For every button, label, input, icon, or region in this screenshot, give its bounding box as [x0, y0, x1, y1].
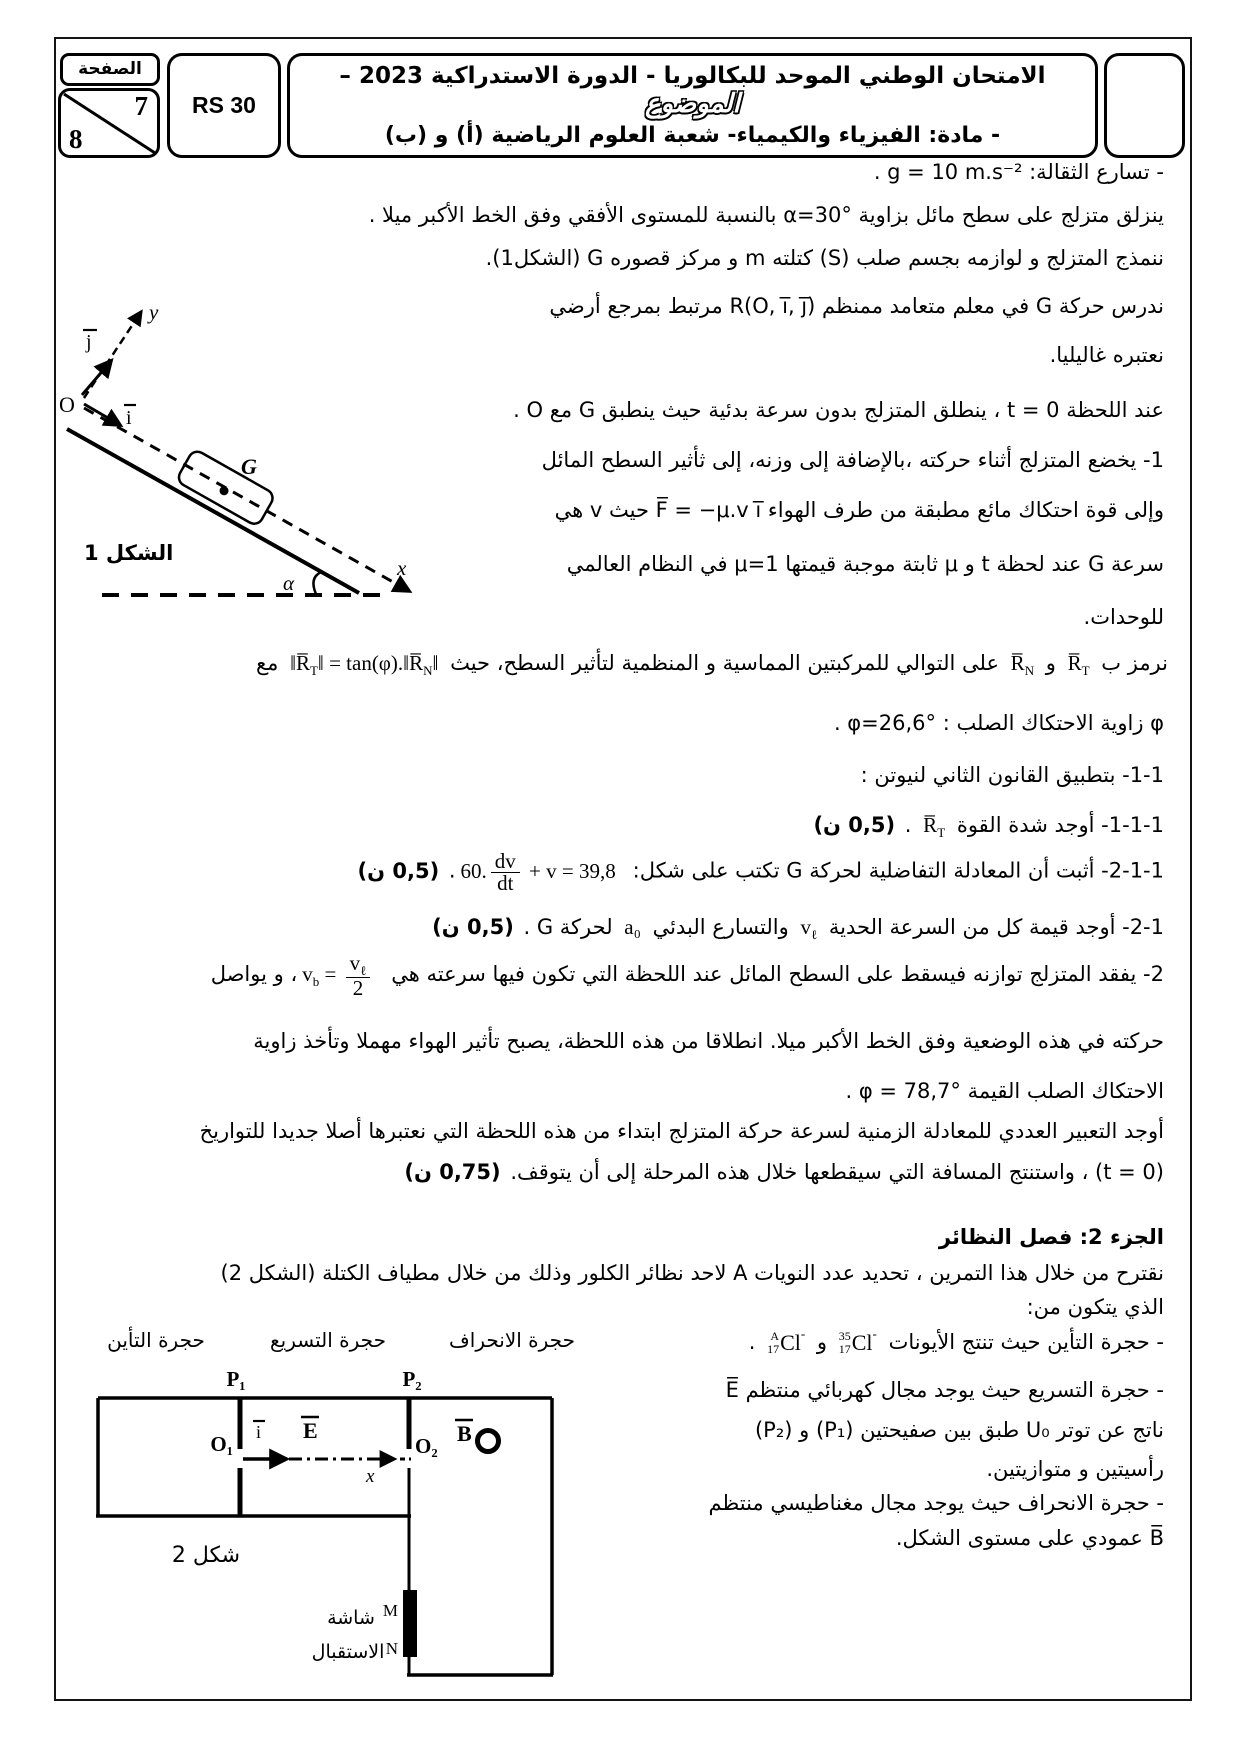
q12-text-a: 2-1- أوجد قيمة كل من السرعة الحدية — [828, 915, 1164, 939]
q111-score: (0,5 ن) — [813, 813, 896, 837]
line-slide: ينزلق متزلج على سطح مائل بزاوية α=30° بالنسبة للمستوى الأفقي وفق الخط الأكبر ميلا . — [368, 203, 1164, 227]
e-field-label: E — [303, 1418, 318, 1443]
plate-p1-label: P₁ — [226, 1367, 246, 1391]
exam-title-line1 — [300, 63, 1085, 119]
rtn-text-a: نرمز ب — [1101, 651, 1168, 675]
q2-text-a: 2- يفقد المتزلج توازنه فيسقط على السطح المائل عند اللحظة التي تكون فيها سرعته هي — [391, 962, 1164, 987]
ion-text: - حجرة التأين حيث تنتج الأيونات — [888, 1330, 1164, 1354]
q112-dot: . — [448, 858, 456, 883]
isotope-35-17-cl: 35 17 Cl - — [838, 1326, 877, 1356]
line-units: للوحدات. — [1083, 605, 1164, 629]
q112-score: (0,5 ن) — [357, 858, 440, 883]
q2-text-b: ، و يواصل — [210, 962, 298, 987]
line-acceleration-chamber: - حجرة التسريع حيث يوجد مجال كهربائي منتظم E̅ — [725, 1378, 1164, 1402]
line-gravity: - تسارع الثقالة: g = 10 m.s⁻² . — [873, 160, 1164, 184]
line-q2-new-angle: الاحتكاك الصلب القيمة φ = 78,7° . — [845, 1079, 1164, 1103]
q111-dot: . — [904, 813, 912, 837]
i-vector-label: i — [126, 407, 132, 429]
line-surface-components — [256, 649, 1168, 680]
alpha-arc — [313, 572, 321, 594]
line-q1-forces-1: 1- يخضع المتزلج أثناء حركته ،بالإضافة إلى وزنه، إلى ثأثير السطح المائل — [541, 448, 1164, 472]
figure1-caption: الشكل 1 — [84, 541, 174, 565]
line-q2-continue: حركته في هذه الوضعية وفق الخط الأكبر ميلا. انطلاقا من هذه اللحظة، يصبح تأثير الهواء مهملا وتأخذ زاوية — [253, 1029, 1164, 1053]
line-q2-time-equation: أوجد التعبير العددي للمعادلة الزمنية لسرعة حركة المتزلج ابتداء من هذه اللحظة التي نعتبرها أصلا جديدا للتواريخ — [199, 1119, 1164, 1143]
line-plates-vertical: رأسيتين و متوازيتين. — [986, 1457, 1164, 1481]
skier-block — [176, 448, 276, 526]
exam-code-box: RS 30 — [167, 53, 281, 158]
plate-p2-label: P₂ — [402, 1367, 422, 1391]
ionization-chamber-label: حجرة التأين — [107, 1328, 205, 1352]
x-beam-label: x — [366, 1466, 375, 1487]
deflection-chamber-label: حجرة الانحراف — [449, 1328, 575, 1352]
line-q11-newton: 1-1- بتطبيق القانون الثاني لنيوتن : — [860, 763, 1164, 787]
current-page-number: 7 — [134, 91, 148, 121]
acceleration-chamber-label: حجرة التسريع — [270, 1328, 386, 1352]
ion-end-dot: . — [748, 1330, 756, 1354]
alpha-label: α — [283, 571, 295, 595]
q112-text: 2-1-1- أثبت أن المعادلة التفاضلية لحركة G تكتب على شكل: — [632, 858, 1164, 883]
line-q2-fall — [211, 953, 1164, 1000]
rt-vector: $R̅_T$ — [1067, 651, 1090, 679]
screen-label-line1: شاشة — [327, 1607, 375, 1629]
line-galilean: نعتبره غاليليا. — [1049, 343, 1164, 367]
line-model: ننمذج المتزلج و لوازمه بجسم صلب (S) كتلته m و مركز قصوره G (الشكل1). — [485, 246, 1164, 270]
q111-text: 1-1-1- أوجد شدة القوة — [956, 813, 1164, 837]
i-unit-vector — [84, 404, 120, 425]
page-number-box — [58, 88, 160, 158]
origin-label: O — [59, 392, 75, 417]
line-part2-intro2: الذي يتكون من: — [1026, 1295, 1164, 1319]
x-axis-label: x — [397, 556, 407, 580]
o1-label: O₁ — [210, 1432, 233, 1456]
i-vector-label: i — [256, 1422, 262, 1442]
initial-acceleration-symbol: a₀ — [624, 915, 641, 939]
figure-2-mass-spectrometer — [60, 1318, 640, 1698]
figure-1-inclined-plane — [57, 292, 442, 612]
q111-rt-formula: $R̅_T$ — [923, 813, 946, 841]
rtn-text-b: على التوالي للمركبتين المماسية و المنظمية لتأثير السطح، حيث — [450, 651, 999, 675]
q2-distance-score: (0,75 ن) — [404, 1160, 501, 1184]
screen-n-label: N — [385, 1639, 398, 1658]
rtn-text-c: مع — [255, 651, 279, 675]
b-field-label: B — [457, 1421, 472, 1446]
line-q111 — [810, 811, 1164, 842]
line-q112 — [355, 851, 1164, 895]
o2-label: O₂ — [415, 1434, 438, 1458]
exam-subject-word: الموضوع — [645, 89, 740, 120]
y-axis — [84, 312, 141, 398]
line-deflection-chamber: - حجرة الانحراف حيث يوجد مجال مغناطيسي منتظم — [708, 1491, 1164, 1515]
line-friction-angle: φ زاوية الاحتكاك الصلب : φ=26,6° . — [833, 711, 1164, 735]
g-point-label: G — [241, 454, 257, 479]
page-box-label: الصفحة — [60, 53, 160, 86]
ion-conj: و — [816, 1330, 828, 1354]
exam-title-line2: - مادة: الفيزياء والكيمياء- شعبة العلوم الرياضية (أ) و (ب) — [384, 122, 1001, 148]
line-voltage-plates: ناتج عن توتر U₀ طبق بين صفيحتين (P₁) و (P₂) — [754, 1418, 1164, 1442]
total-page-number: 8 — [69, 124, 83, 154]
exam-title-box — [287, 53, 1098, 158]
g-point — [218, 485, 230, 497]
j-unit-vector — [82, 361, 111, 395]
incline-surface — [67, 429, 359, 593]
isotope-a-17-cl: A 17 Cl - — [767, 1326, 806, 1356]
q12-text-c: لحركة G . — [523, 915, 613, 939]
b-field-direction-symbol — [478, 1431, 499, 1452]
figure2-caption: شكل 2 — [171, 1543, 241, 1568]
vb-formula: $v_b$ = $\frac{v_\ell}{2}$ — [302, 962, 379, 986]
line-b-perpendicular: B̅ عمودي على مستوى الشكل. — [895, 1526, 1164, 1550]
j-vector-label: j — [86, 331, 92, 353]
rtn-conj: و — [1045, 651, 1056, 675]
tan-phi-formula: $‖R̅_T‖$ = $\tan(\varphi).‖R̅_N‖$ — [290, 651, 439, 679]
screen-label-line2: الاستقبال — [311, 1641, 385, 1663]
reception-screen — [403, 1590, 417, 1657]
header-empty-box — [1104, 53, 1185, 158]
line-ionization-chamber — [749, 1328, 1164, 1358]
limit-speed-symbol: $v_\ell$ — [800, 915, 818, 943]
q112-differential-equation: 60. $\frac{dv}{dt}$ + v = 39,8 — [460, 849, 616, 896]
screen-m-label: M — [382, 1601, 398, 1620]
part2-heading: الجزء 2: فصل النظائر — [938, 1225, 1164, 1249]
line-study-frame: ندرس حركة G في معلم متعامد ممنظم R(O, i̅, j̅) مرتبط بمرجع أرضي — [549, 294, 1164, 318]
q2-distance-text: (t = 0) ، واستنتج المسافة التي سيقطعها خلال هذه المرحلة إلى أن يتوقف. — [510, 1160, 1164, 1184]
line-start-condition: عند اللحظة t = 0 ، ينطلق المتزلج بدون سرعة بدئية حيث ينطبق G مع O . — [513, 398, 1164, 422]
line-q1-forces-3: سرعة G عند لحظة t و μ ثابتة موجبة قيمتها μ=1 في النظام العالمي — [566, 552, 1164, 576]
rn-vector: $R̅_N$ — [1010, 651, 1035, 679]
exam-title-main: الامتحان الوطني الموحد للبكالوريا - الدورة الاستدراكية 2023 – — [339, 63, 1046, 90]
line-q1-forces-2: وإلى قوة احتكاك مائع مطبقة من طرف الهواء F̅ = −μ.v i̅ حيث v هي — [554, 498, 1164, 522]
line-q12 — [429, 913, 1164, 944]
q12-text-b: والتسارع البدئي — [652, 915, 789, 939]
line-part2-intro1: نقترح من خلال هذا التمرين ، تحديد عدد النويات A لاحد نظائر الكلور وذلك من خلال مطياف الكتلة (الشكل 2) — [220, 1261, 1164, 1285]
y-axis-label: y — [149, 300, 159, 324]
q12-score: (0,5 ن) — [432, 915, 514, 939]
line-q2-distance — [401, 1158, 1164, 1186]
